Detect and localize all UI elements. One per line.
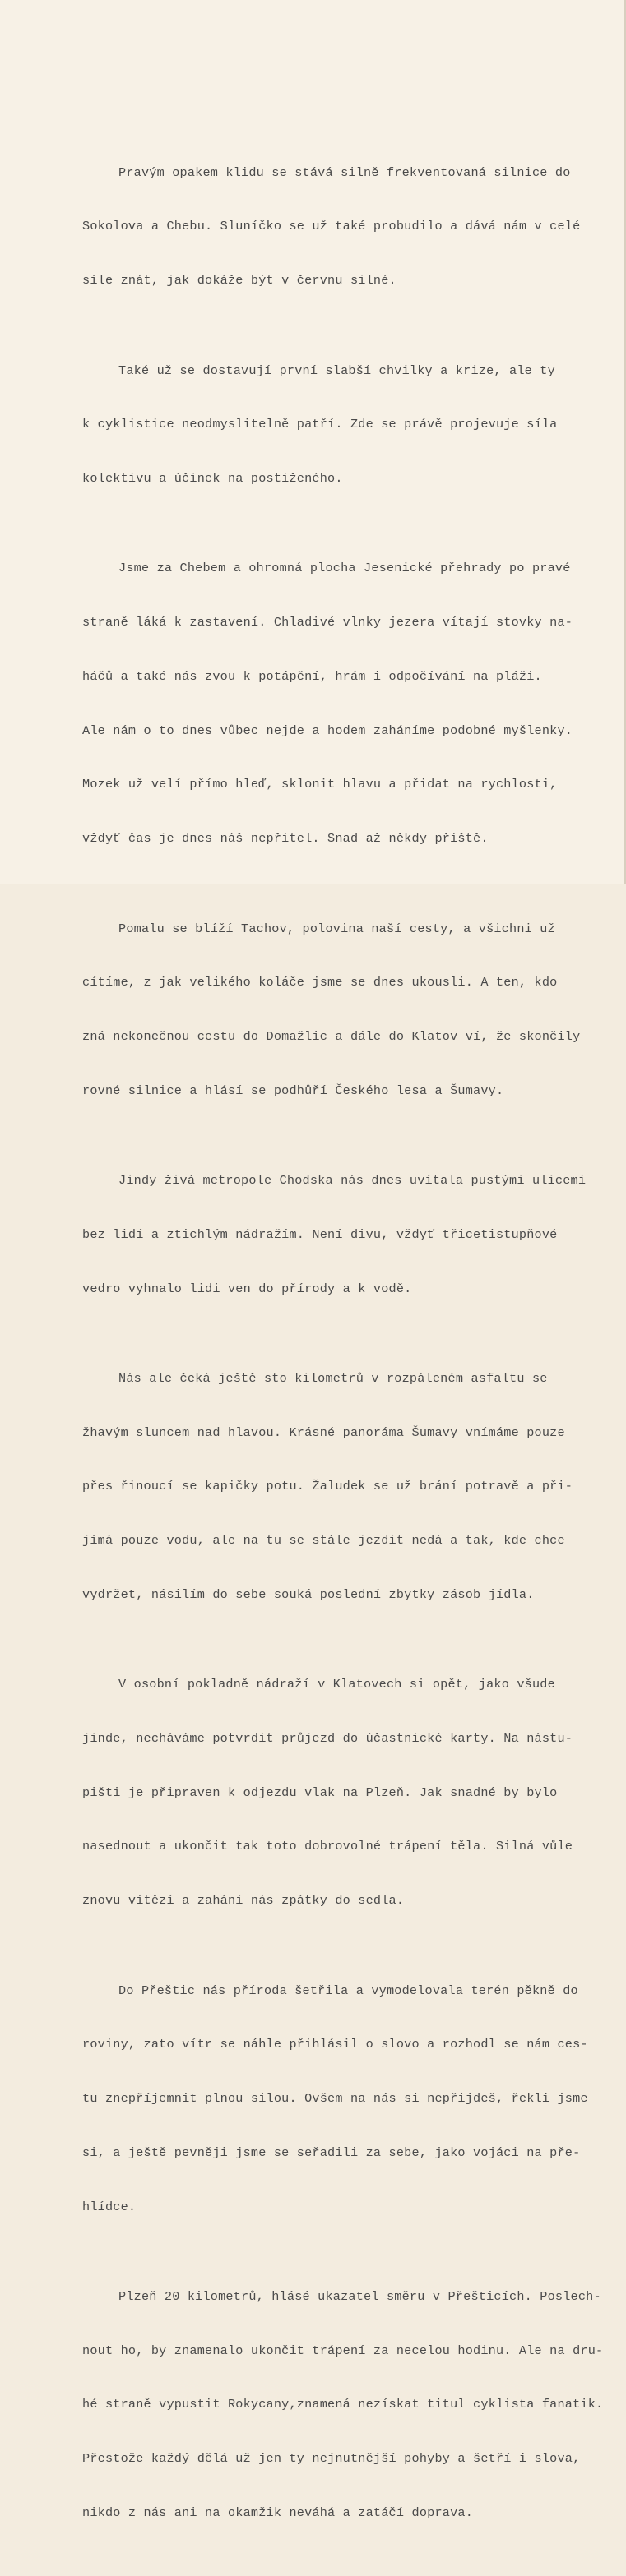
- text-line: jinde, necháváme potvrdit průjezd do účastnické karty. Na nástu-: [82, 1731, 573, 1747]
- text-line: nout ho, by znamenalo ukončit trápení za necelou hodinu. Ale na dru-: [82, 2343, 604, 2358]
- text-line: přes řinoucí se kapičky potu. Žaludek se už brání potravě a při-: [82, 1479, 573, 1494]
- text-line: Přestože každý dělá už jen ty nejnutnější pohyby a šetří i slova,: [82, 2451, 581, 2467]
- text-line: Pravým opakem klidu se stává silně frekventovaná silnice do: [118, 164, 571, 180]
- text-line: nikdo z nás ani na okamžik neváhá a zatáčí doprava.: [82, 2504, 474, 2520]
- text-line: znovu vítězí a zahání nás zpátky do sedla.: [82, 1893, 405, 1909]
- text-line: tu znepříjemnit plnou silou. Ovšem na nás si nepřijdeš, řekli jsme: [82, 2091, 588, 2107]
- text-line: vedro vyhnalo lidi ven do přírody a k vodě.: [82, 1281, 412, 1296]
- text-line: rovné silnice a hlásí se podhůří Českého lesa a Šumavy.: [82, 1083, 504, 1098]
- text-line: straně láká k zastavení. Chladivé vlnky jezera vítají stovky na-: [82, 615, 573, 630]
- text-line: Ale nám o to dnes vůbec nejde a hodem zaháníme podobné myšlenky.: [82, 722, 573, 738]
- text-line: k cyklistice neodmyslitelně patří. Zde se právě projevuje síla: [82, 417, 558, 432]
- text-line: cítíme, z jak velikého koláče jsme se dnes ukousli. A ten, kdo: [82, 975, 558, 990]
- text-line: si, a ještě pevněji jsme se seřadili za sebe, jako vojáci na pře-: [82, 2144, 581, 2160]
- text-line: nasednout a ukončit tak toto dobrovolné trápení těla. Silná vůle: [82, 1839, 573, 1854]
- text-line: V osobní pokladně nádraží v Klatovech si opět, jako všude: [118, 1677, 555, 1692]
- text-line: hlídce.: [82, 2199, 137, 2214]
- text-line: pišti je připraven k odjezdu vlak na Plzeň. Jak snadné by bylo: [82, 1784, 558, 1800]
- text-line: bez lidí a ztichlým nádražím. Není divu, vždyť třicetistupňové: [82, 1226, 558, 1242]
- text-line: síle znát, jak dokáže být v červnu silné.: [82, 273, 396, 289]
- text-line: jímá pouze vodu, ale na tu se stále jezdit nedá a tak, kde chce: [82, 1533, 565, 1549]
- text-line: zná nekonečnou cestu do Domažlic a dále do Klatov ví, že skončily: [82, 1028, 581, 1044]
- typewritten-text: [82, 92, 609, 2576]
- text-line: žhavým sluncem nad hlavou. Krásné panoráma Šumavy vnímáme pouze: [82, 1424, 565, 1440]
- text-line: Plzeň 20 kilometrů, hlásé ukazatel směru v Přešticích. Poslech-: [118, 2289, 601, 2305]
- text-line: Mozek už velí přímo hleď, sklonit hlavu a přidat na rychlosti,: [82, 777, 558, 792]
- text-line: Jindy živá metropole Chodska nás dnes uvítala pustými ulicemi: [118, 1173, 587, 1189]
- text-line: Nás ale čeká ještě sto kilometrů v rozpáleném asfaltu se: [118, 1371, 548, 1387]
- text-line: vydržet, násilím do sebe souká poslední zbytky zásob jídla.: [82, 1586, 535, 1602]
- text-line: Pomalu se blíží Tachov, polovina naší cesty, a všichni už: [118, 921, 555, 936]
- text-line: háčů a také nás zvou k potápění, hrám i odpočívání na pláži.: [82, 668, 542, 684]
- text-line: Do Přeštic nás příroda šetřila a vymodelovala terén pěkně do: [118, 1983, 578, 1998]
- text-line: roviny, zato vítr se náhle přihlásil o slovo a rozhodl se nám ces-: [82, 2037, 588, 2052]
- text-line: hé straně vypustit Rokycany,znamená nezískat titul cyklista fanatik.: [82, 2397, 604, 2412]
- text-line: Sokolova a Chebu. Sluníčko se už také probudilo a dává nám v celé: [82, 219, 581, 234]
- text-line: Jsme za Chebem a ohromná plocha Jesenické přehrady po pravé: [118, 561, 571, 576]
- text-line: vždyť čas je dnes náš nepřítel. Snad až někdy příště.: [82, 830, 489, 846]
- text-line: Také už se dostavují první slabší chvilky a krize, ale ty: [118, 362, 555, 378]
- text-line: kolektivu a účinek na postiženého.: [82, 470, 343, 486]
